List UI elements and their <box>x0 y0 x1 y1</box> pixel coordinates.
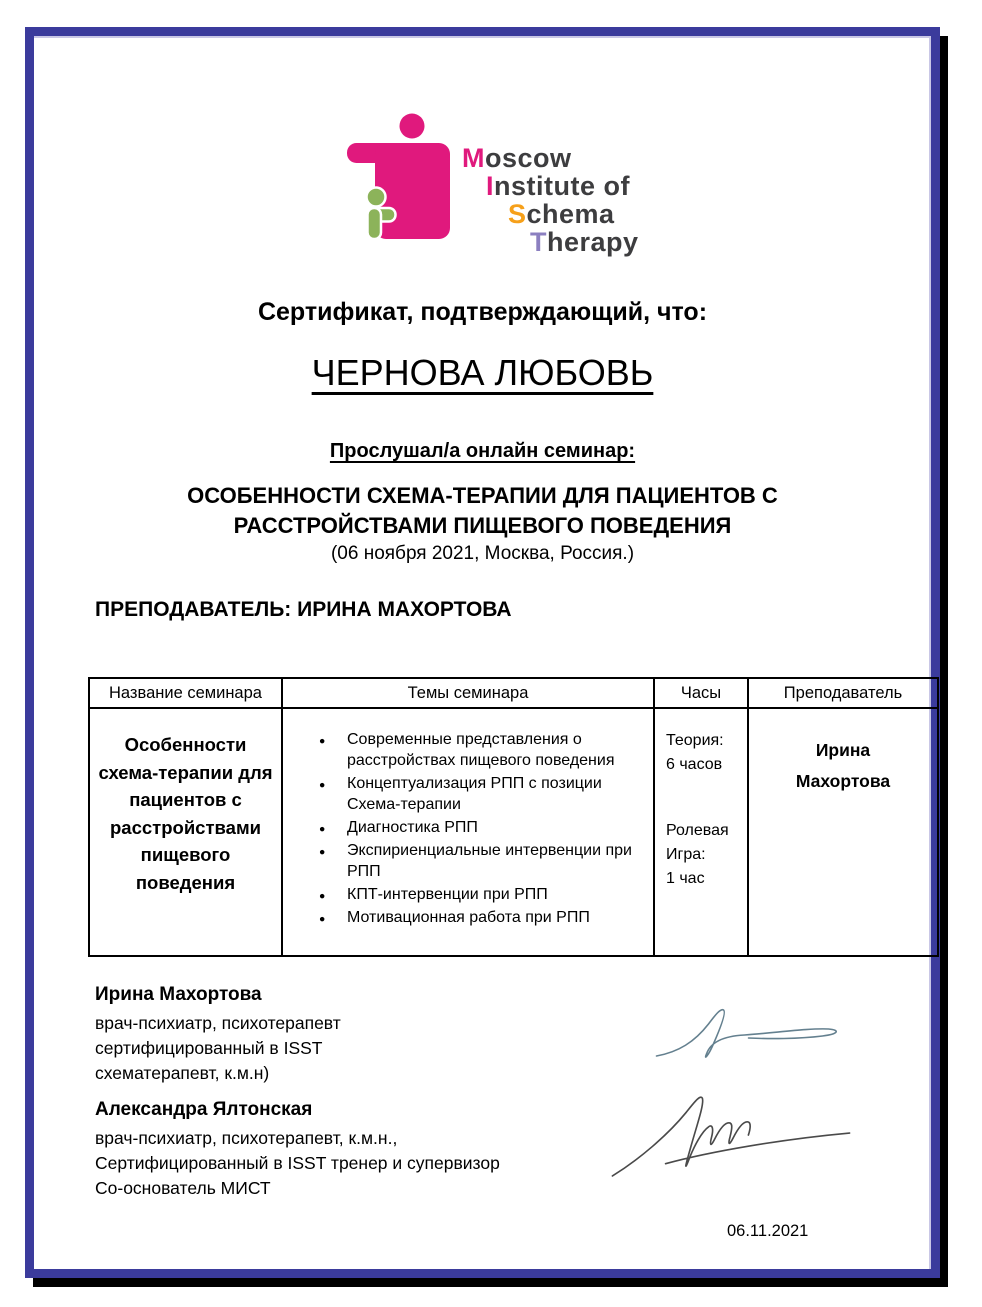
table-row <box>89 708 938 956</box>
signatory-block-1 <box>95 982 341 1086</box>
logo-line-institute <box>462 172 639 200</box>
hours-theory-value: 6 часов <box>666 756 723 773</box>
logo-initial: I <box>486 171 495 201</box>
logo-rest: chema <box>526 199 615 229</box>
logo-initial: T <box>530 227 547 257</box>
signatory-credential: схематерапевт, к.м.н) <box>95 1063 270 1083</box>
logo-line-schema <box>462 200 639 228</box>
hours-text <box>666 729 743 891</box>
certify-heading: Сертификат, подтверждающий, что: <box>257 298 708 326</box>
teacher-name-text: Ирина Махортова <box>795 740 891 791</box>
logo-initial: M <box>462 143 485 173</box>
signatory-name: Ирина Махортова <box>95 984 262 1005</box>
adult-and-child-figures-icon <box>345 112 450 244</box>
mist-logo <box>345 112 639 256</box>
signatory-name: Александра Ялтонская <box>95 1099 313 1120</box>
col-header-teacher: Преподаватель <box>748 678 938 708</box>
recipient-name: ЧЕРНОВА ЛЮБОВЬ <box>311 352 654 393</box>
topics-list <box>317 729 647 928</box>
hours-roleplay-label-1: Ролевая <box>666 822 729 839</box>
col-header-topics: Темы семинара <box>282 678 654 708</box>
cell-topics <box>282 708 654 956</box>
seminar-date-location: (06 ноября 2021, Москва, Россия.) <box>330 543 635 564</box>
cell-hours <box>654 708 748 956</box>
logo-line-therapy <box>462 228 639 256</box>
cell-teacher <box>748 708 938 956</box>
topic-item: ● Экспириенциальные интервенции при РПП <box>317 840 632 882</box>
handwritten-signature-1 <box>648 998 853 1068</box>
issue-date: 06.11.2021 <box>727 1222 809 1240</box>
logo-rest: oscow <box>485 143 572 173</box>
signatory-block-2 <box>95 1097 500 1201</box>
topic-item: ● Мотивационная работа при РПП <box>317 907 632 928</box>
logo-line-moscow <box>462 144 639 172</box>
topic-item: ● Концептуализация РПП с позиции Схема-терапии <box>317 773 632 815</box>
signatory-credential: врач-психиатр, психотерапевт, к.м.н., <box>95 1128 398 1148</box>
signatory-credential: врач-психиатр, психотерапевт <box>95 1013 341 1033</box>
hours-gap <box>666 777 743 819</box>
attended-subheading: Прослушал/а онлайн семинар: <box>329 440 636 462</box>
col-header-seminar-name: Название семинара <box>89 678 282 708</box>
seminar-title: ОСОБЕННОСТИ СХЕМА-ТЕРАПИИ ДЛЯ ПАЦИЕНТОВ С РАССТРОЙСТВАМИ ПИЩЕВОГО ПОВЕДЕНИЯ <box>187 483 778 538</box>
table-header-row <box>89 678 938 708</box>
col-header-hours: Часы <box>654 678 748 708</box>
cell-seminar-name <box>89 708 282 956</box>
hours-theory-label: Теория: <box>666 732 724 749</box>
logo-rest: herapy <box>547 227 639 257</box>
logo-wordmark <box>462 144 639 256</box>
teacher-heading: ПРЕПОДАВАТЕЛЬ: ИРИНА МАХОРТОВА <box>95 598 512 621</box>
topic-item: ● Современные представления о расстройствах пищевого поведения <box>317 729 632 771</box>
signatory-credential: Сертифицированный в ISST тренер и супервизор <box>95 1153 500 1173</box>
hours-roleplay-value: 1 час <box>666 870 705 887</box>
logo-rest: nstitute of <box>494 171 630 201</box>
signatory-credential: сертифицированный в ISST <box>95 1038 323 1058</box>
logo-initial: S <box>508 199 527 229</box>
topic-item: ● КПТ-интервенции при РПП <box>317 884 632 905</box>
topic-item: ● Диагностика РПП <box>317 817 632 838</box>
signatory-credential: Со-основатель МИСТ <box>95 1178 271 1198</box>
seminar-table <box>88 677 939 957</box>
seminar-name-text: Особенности схема-терапии для пациентов с расстройствами пищевого поведения <box>98 734 273 893</box>
handwritten-signature-2 <box>606 1086 856 1178</box>
hours-roleplay-label-2: Игра: <box>666 846 706 863</box>
